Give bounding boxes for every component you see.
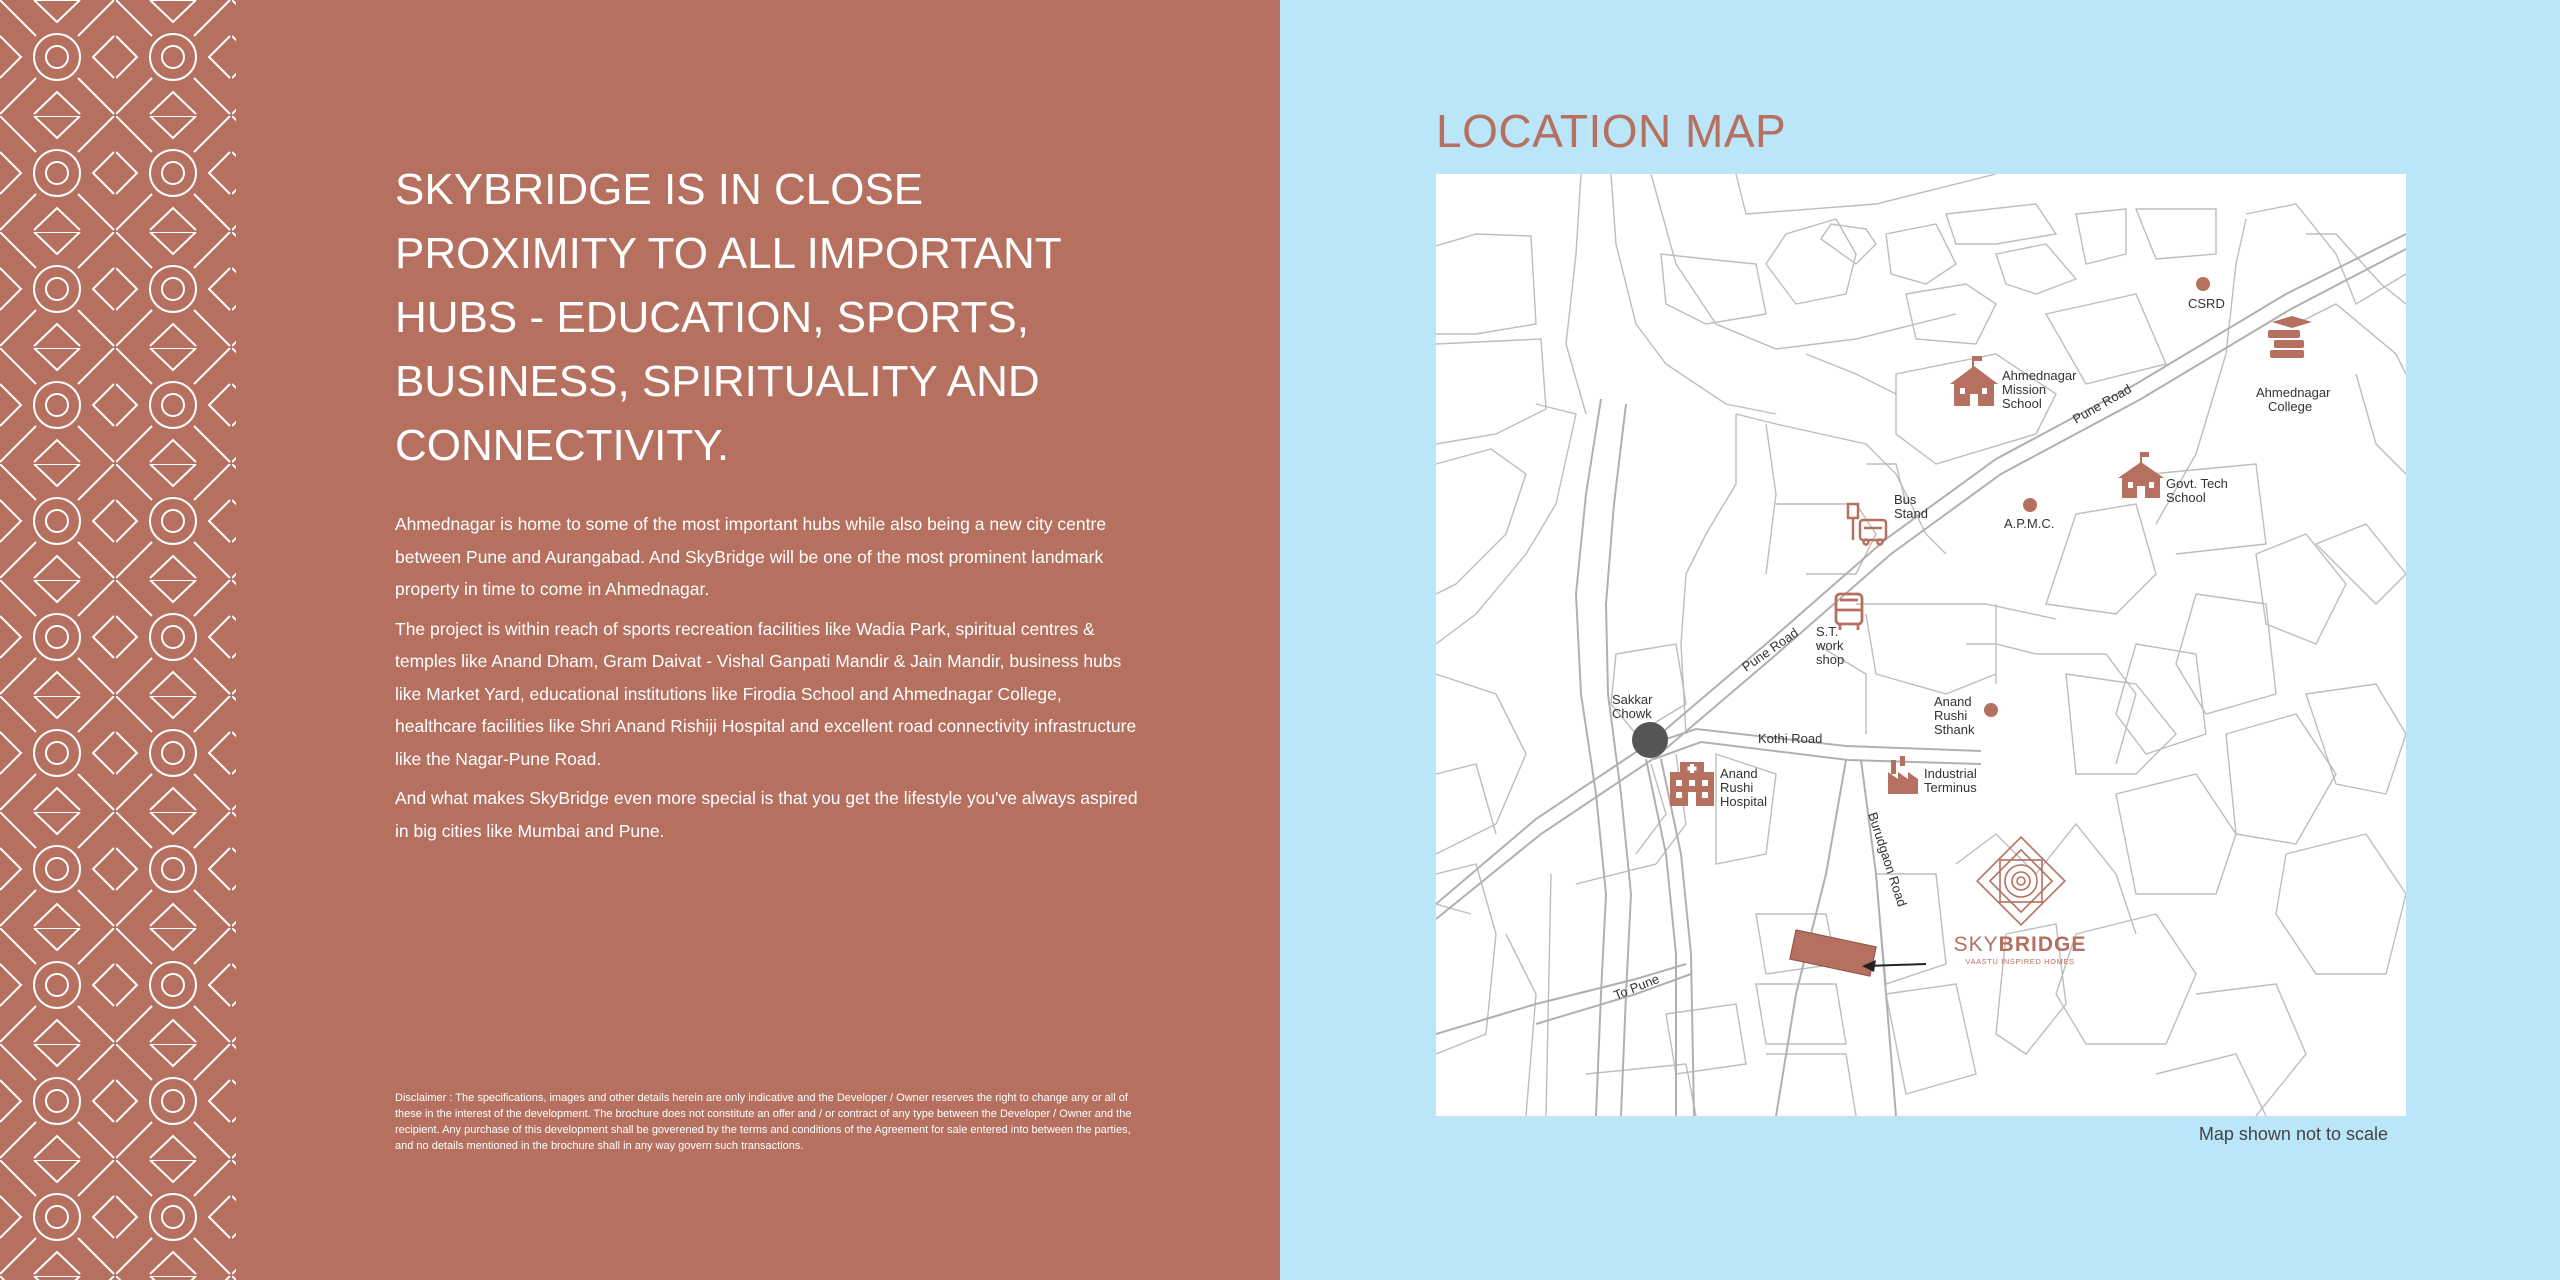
street-network xyxy=(1436,174,2406,1116)
landmark-st-workshop[interactable] xyxy=(1815,594,1862,667)
dot-icon xyxy=(1984,703,1998,717)
headline xyxy=(395,158,1135,478)
headline-line: HUBS - EDUCATION, SPORTS, xyxy=(395,293,1030,342)
landmark-label: Ahmednagar College xyxy=(2256,385,2331,414)
disclaimer: Disclaimer : The specifications, images and other details herein are only indicative and the Developer / Owner reserves the right to change any or all of these in the interest of the development. The brochure does not constitute an offer and / or contract of any type between the Developer / Owner and the recipient. Any purchase of this development shall be goverened by the terms and conditions of the Agreement for sale entered into between the parties, and no details mentioned in the brochure shall in any way govern such transactions. xyxy=(395,1092,1132,1152)
headline-line: PROXIMITY TO ALL IMPORTANT xyxy=(395,229,1062,278)
landmark-ahmednagar-college[interactable] xyxy=(2256,316,2334,414)
school-icon xyxy=(1950,356,1998,406)
books-icon xyxy=(2268,316,2312,358)
landmark-label: S.T. work shop xyxy=(1816,624,1845,667)
body-paragraph: The project is within reach of sports recreation facilities like Wadia Park, spiritual centres & temples like Anand Dham, Gram Daivat - Vishal Ganpati Mandir & Jain Mandir, business hubs like Market Yard, educational institutions like Firodia School and Ahmednagar College, healthcare facilities like Shri Anand Rishiji Hospital and excellent road connectivity infrastructure like the Nagar-Pune Road. xyxy=(395,618,1137,769)
body-paragraph: And what makes SkyBridge even more special is that you get the lifestyle you've always aspired in big cities like Mumbai and Pune. xyxy=(395,788,1138,841)
logo-tagline: VAASTU INSPIRED HOMES xyxy=(1965,957,2075,966)
road-label-to-pune: To Pune xyxy=(1611,971,1662,1003)
road-label-pune-road: Pune Road xyxy=(1739,624,1802,675)
road-label-kothi-road: Kothi Road xyxy=(1758,731,1823,746)
landmark-label: Sakkar Chowk xyxy=(1612,692,1653,721)
landmark-label: Govt. Tech School xyxy=(2166,476,2228,505)
landmark-anand-rushi-sthank[interactable] xyxy=(1934,694,1998,737)
landmark-sakkar-chowk[interactable] xyxy=(1612,692,1668,758)
junction-icon xyxy=(1632,722,1668,758)
headline-line: CONNECTIVITY. xyxy=(395,421,730,470)
landmark-apmc[interactable] xyxy=(2004,498,2054,531)
landmark-label: Anand Rushi Sthank xyxy=(1934,694,1975,737)
dot-icon xyxy=(2023,498,2037,512)
landmark-label: Industrial Terminus xyxy=(1924,766,1977,795)
landmark-govt-tech-school[interactable] xyxy=(2118,452,2232,505)
headline-line: BUSINESS, SPIRITUALITY AND xyxy=(395,357,1040,406)
landmark-label: A.P.M.C. xyxy=(2004,516,2055,531)
map-canvas xyxy=(1436,174,2406,1116)
decorative-pattern xyxy=(0,0,236,1280)
body-copy xyxy=(395,508,1140,854)
school-icon xyxy=(2118,452,2164,498)
logo-icon xyxy=(1977,837,2065,925)
landmark-label: CSRD xyxy=(2188,296,2225,311)
landmark-label: Bus Stand xyxy=(1894,492,1928,521)
major-roads xyxy=(1436,234,2406,1116)
landmark-csrd[interactable] xyxy=(2188,277,2225,311)
road-label-pune-road: Pune Road xyxy=(2070,381,2134,427)
road-label-burudgaon-road: Burudgaon Road xyxy=(1865,810,1910,909)
landmark-label: Ahmednagar Mission School xyxy=(2002,368,2077,411)
skybridge-logo[interactable] xyxy=(1954,837,2087,966)
bus-stop-icon xyxy=(1848,504,1886,545)
logo-wordmark: SKYBRIDGE xyxy=(1953,933,2087,956)
scale-note: Map shown not to scale xyxy=(2198,1124,2388,1144)
right-panel xyxy=(1280,0,2560,1280)
dot-icon xyxy=(2196,277,2210,291)
map-title: LOCATION MAP xyxy=(1436,105,1787,157)
location-map[interactable] xyxy=(1436,174,2406,1116)
landmark-label: Anand Rushi Hospital xyxy=(1720,766,1767,809)
landmark-mission-school[interactable] xyxy=(1950,356,2080,411)
headline-line: SKYBRIDGE IS IN CLOSE xyxy=(395,165,924,214)
hospital-icon xyxy=(1670,762,1714,806)
landmark-anand-rushi-hospital[interactable] xyxy=(1670,762,1767,809)
body-paragraph: Ahmednagar is home to some of the most important hubs while also being a new city centre between Pune and Aurangabad. And SkyBridge will be one of the most prominent landmark property in time to come in Ahmednagar. xyxy=(395,514,1107,599)
